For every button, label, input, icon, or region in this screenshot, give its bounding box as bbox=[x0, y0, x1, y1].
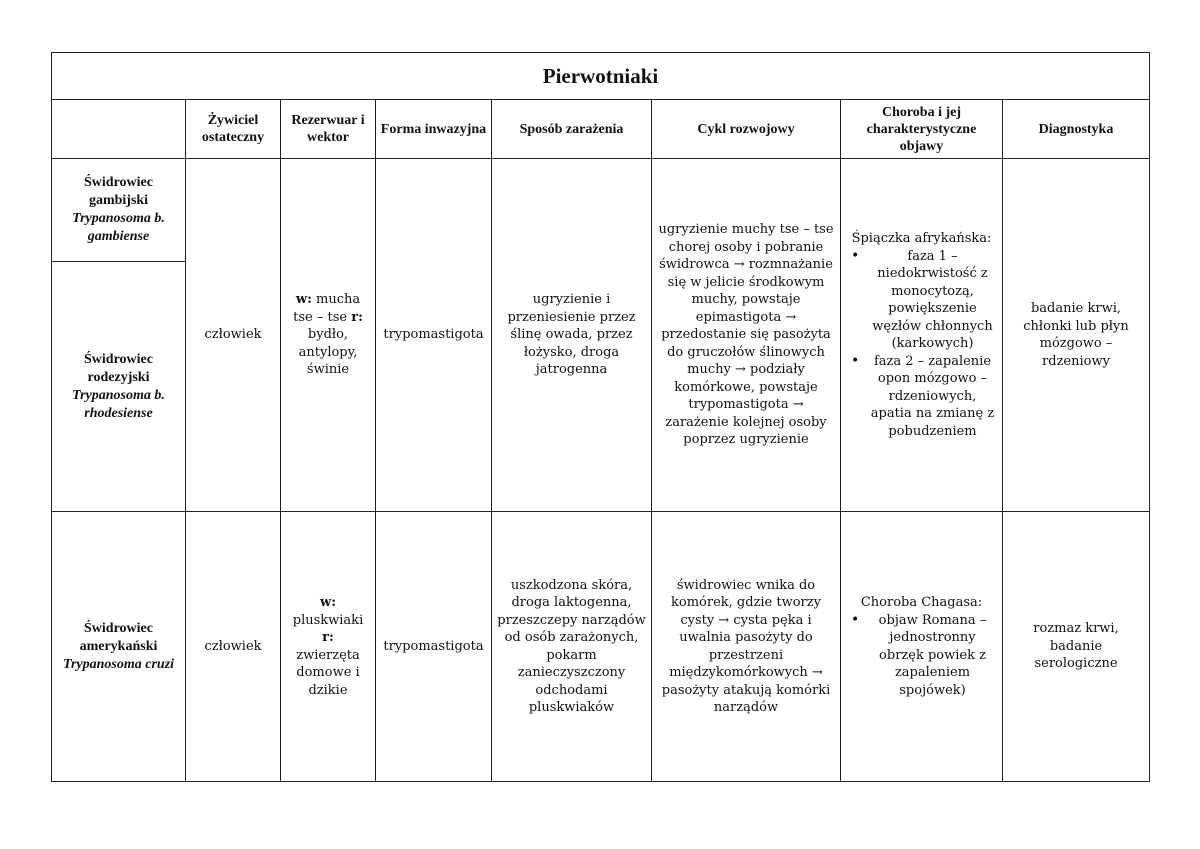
table-title: Pierwotniaki bbox=[52, 53, 1150, 100]
form-cell: trypomastigota bbox=[376, 512, 492, 782]
cycle-cell: świdrowiec wnika do komórek, gdzie tworzy cysty → cysta pęka i uwalnia pasożyty do przestrzeni międzykomórkowych → pasożyty atakują komórki narządów bbox=[652, 512, 841, 782]
form-cell: trypomastigota bbox=[376, 159, 492, 512]
host-cell: człowiek bbox=[186, 512, 281, 782]
cycle-cell: ugryzienie muchy tse – tse chorej osoby i pobranie świdrowca → rozmnażanie się w jelicie środkowym muchy, powstaje epimastigota → przedostanie się pasożyta do gruczołów ślinowych muchy → podziały komórkowe, powstaje trypomastigota → zarażenie kolejnej osoby poprzez ugryzienie bbox=[652, 159, 841, 512]
reservoir-label: r: bbox=[322, 630, 334, 645]
symptom-list bbox=[845, 612, 998, 700]
header-disease-symptoms: Choroba i jej charakterystyczne objawy bbox=[841, 100, 1003, 159]
vector-label: w: bbox=[320, 595, 336, 610]
species-latin: Trypanosoma cruzi bbox=[62, 656, 175, 672]
disease-cell bbox=[841, 512, 1003, 782]
header-final-host: Żywiciel ostateczny bbox=[186, 100, 281, 159]
species-name: Świdrowiec gambijski bbox=[84, 175, 153, 208]
host-cell: człowiek bbox=[186, 159, 281, 512]
diagnostics-cell: badanie krwi, chłonki lub płyn mózgowo – rdzeniowy bbox=[1003, 159, 1150, 512]
species-latin: Trypanosoma b. gambiense bbox=[72, 211, 165, 244]
header-reservoir-vector: Rezerwuar i wektor bbox=[281, 100, 376, 159]
header-infection-route: Sposób zarażenia bbox=[492, 100, 652, 159]
species-gambiense bbox=[52, 159, 186, 262]
symptom-list bbox=[845, 248, 998, 441]
header-empty bbox=[52, 100, 186, 159]
reservoir-cell bbox=[281, 159, 376, 512]
symptom-item: • faza 1 – niedokrwistość z monocytozą, powiększenie węzłów chłonnych (karkowych) bbox=[845, 248, 998, 353]
infection-cell: ugryzienie i przeniesienie przez ślinę owada, przez łożysko, droga jatrogenna bbox=[492, 159, 652, 512]
disease-name: Śpiączka afrykańska: bbox=[851, 231, 992, 246]
disease-name: Choroba Chagasa: bbox=[860, 595, 983, 610]
disease-cell bbox=[841, 159, 1003, 512]
reservoir-label: r: bbox=[351, 309, 363, 325]
infection-cell: uszkodzona skóra, droga laktogenna, przeszczepy narządów od osób zarażonych, pokarm zanieczyszczony odchodami pluskwiaków bbox=[492, 512, 652, 782]
species-name: Świdrowiec rodezyjski bbox=[84, 351, 153, 385]
species-name: Świdrowiec amerykański bbox=[79, 620, 158, 654]
diagnostics-cell: rozmaz krwi, badanie serologiczne bbox=[1003, 512, 1150, 782]
species-latin: Trypanosoma b. rhodesiense bbox=[72, 387, 165, 421]
species-rhodesiense bbox=[52, 262, 186, 512]
symptom-item: • objaw Romana – jednostronny obrzęk powiek z zapaleniem spojówek) bbox=[845, 612, 998, 700]
header-diagnostics: Diagnostyka bbox=[1003, 100, 1150, 159]
header-invasive-form: Forma inwazyjna bbox=[376, 100, 492, 159]
reservoir-text: bydło, antylopy, świnie bbox=[298, 327, 358, 378]
reservoir-cell bbox=[281, 512, 376, 782]
reservoir-text: zwierzęta domowe i dzikie bbox=[296, 647, 360, 698]
vector-label: w: bbox=[295, 292, 312, 308]
species-cruzi bbox=[52, 512, 186, 782]
vector-text: mucha tse – tse bbox=[293, 292, 361, 325]
protozoa-table bbox=[51, 52, 1150, 782]
vector-text: pluskwiaki bbox=[292, 612, 364, 628]
symptom-item: • faza 2 – zapalenie opon mózgowo – rdzeniowych, apatia na zmianę z pobudzeniem bbox=[845, 353, 998, 441]
header-life-cycle: Cykl rozwojowy bbox=[652, 100, 841, 159]
